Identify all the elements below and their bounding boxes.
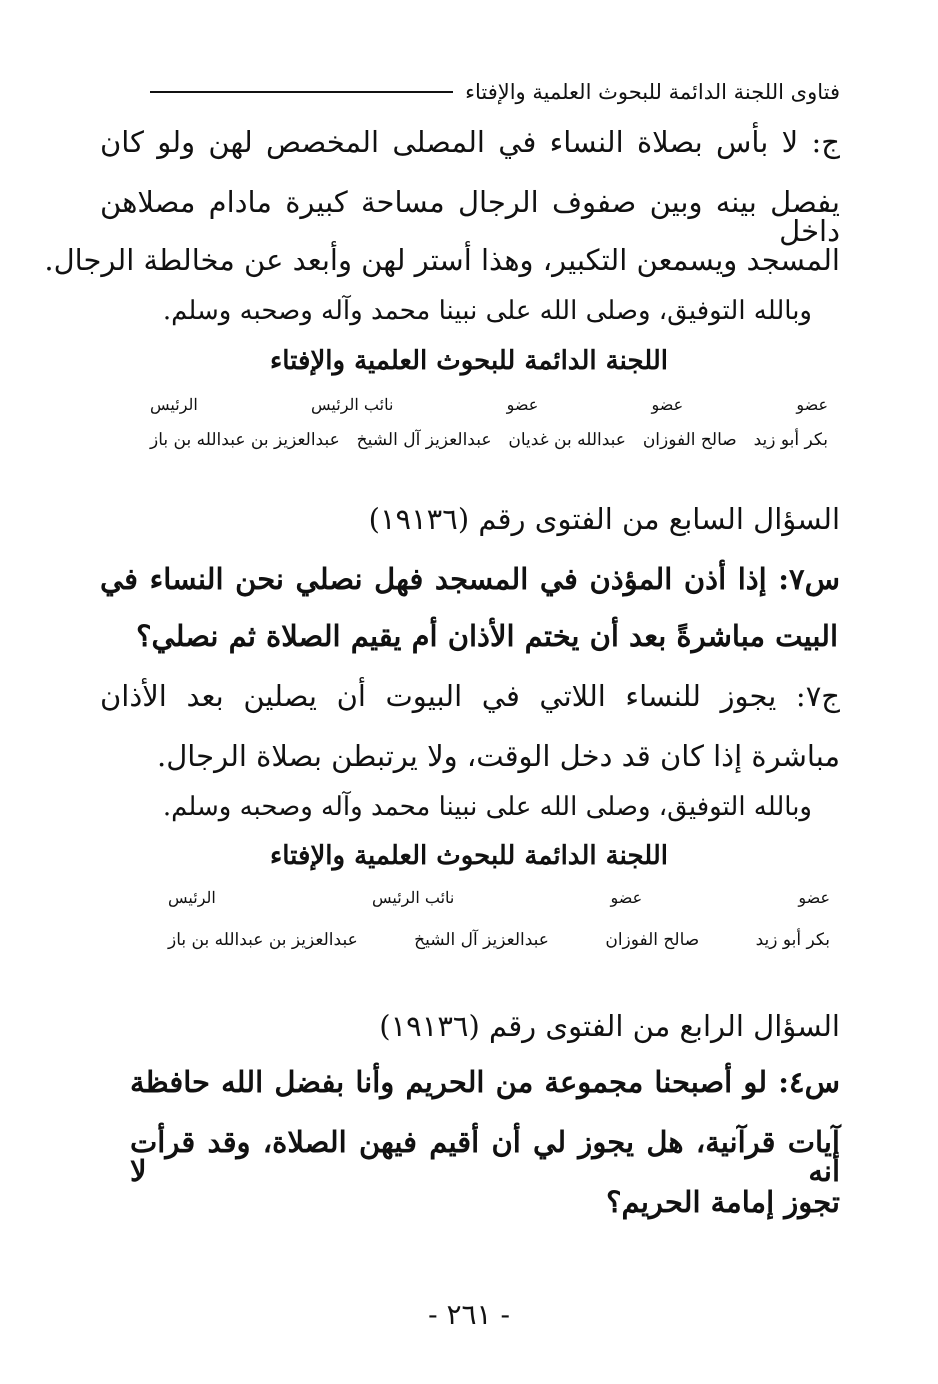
question-heading: السؤال الرابع من الفتوى رقم (١٩١٣٦) [379,1009,840,1043]
question-line: البيت مباشرةً بعد أن يختم الأذان أم يقيم الصلاة ثم نصلي؟ [136,619,838,653]
signatory-name: بكر أبو زيد [755,930,830,950]
answer-line: يفصل بينه وبين صفوف الرجال مساحة كبيرة مادام مصلاهن داخل [100,185,840,248]
page-number: - ٢٦١ - [428,1298,510,1331]
question-line: س٧: إذا أذن المؤذن في المسجد فهل نصلي نحن النساء في [100,562,840,596]
answer-line: ج: لا بأس بصلاة النساء في المصلى المخصص لهن ولو كان [100,125,840,159]
question-heading: السؤال السابع من الفتوى رقم (١٩١٣٦) [368,502,840,536]
signatory-roles [168,888,830,907]
question-line: تجوز إمامة الحريم؟ [606,1185,840,1219]
answer-line: المسجد ويسمعن التكبير، وهذا أستر لهن وأبعد عن مخالطة الرجال. [44,243,840,277]
signatory-name: عبدالعزيز بن عبدالله بن باز [168,930,358,950]
signatory-name: عبدالله بن غديان [508,430,626,450]
signatory-name: عبدالعزيز بن عبدالله بن باز [150,430,340,450]
running-header [150,72,840,112]
signatory-role: نائب الرئيس [371,888,455,907]
question-line: س٤: لو أصبحنا مجموعة من الحريم وأنا بفضل الله حافظة [130,1065,840,1099]
closing-line: وبالله التوفيق، وصلى الله على نبينا محمد وآله وصحبه وسلم. [162,296,812,326]
closing-line: وبالله التوفيق، وصلى الله على نبينا محمد وآله وصحبه وسلم. [162,792,812,822]
answer-line: ج٧: يجوز للنساء اللاتي في البيوت أن يصلين بعد الأذان [100,679,840,713]
signatory-names [168,930,830,950]
question-line: آيات قرآنية، هل يجوز لي أن أقيم فيهن الصلاة، وقد قرأت أنه لا [130,1125,840,1188]
signatory-name: عبدالعزيز آل الشيخ [356,430,492,450]
signatory-names [150,430,828,450]
signatory-role: نائب الرئيس [311,395,394,414]
signatory-role: عضو [798,888,830,907]
signatory-roles [150,395,828,414]
signatory-name: بكر أبو زيد [753,430,828,450]
signatory-role: عضو [506,395,539,414]
signatory-role: عضو [796,395,828,414]
answer-line: مباشرة إذا كان قد دخل الوقت، ولا يرتبطن بصلاة الرجال. [157,739,840,773]
signatory-role: الرئيس [168,888,216,907]
header-title: فتاوى اللجنة الدائمة للبحوث العلمية والإفتاء [465,80,840,104]
signatory-name: عبدالعزيز آل الشيخ [414,930,549,950]
signatory-name: صالح الفوزان [642,430,737,450]
committee-title: اللجنة الدائمة للبحوث العلمية والإفتاء [270,346,668,376]
signatory-name: صالح الفوزان [605,930,700,950]
signatory-role: عضو [610,888,643,907]
committee-title: اللجنة الدائمة للبحوث العلمية والإفتاء [270,841,668,871]
signatory-role: الرئيس [150,395,198,414]
header-rule [150,91,453,93]
signatory-role: عضو [651,395,684,414]
